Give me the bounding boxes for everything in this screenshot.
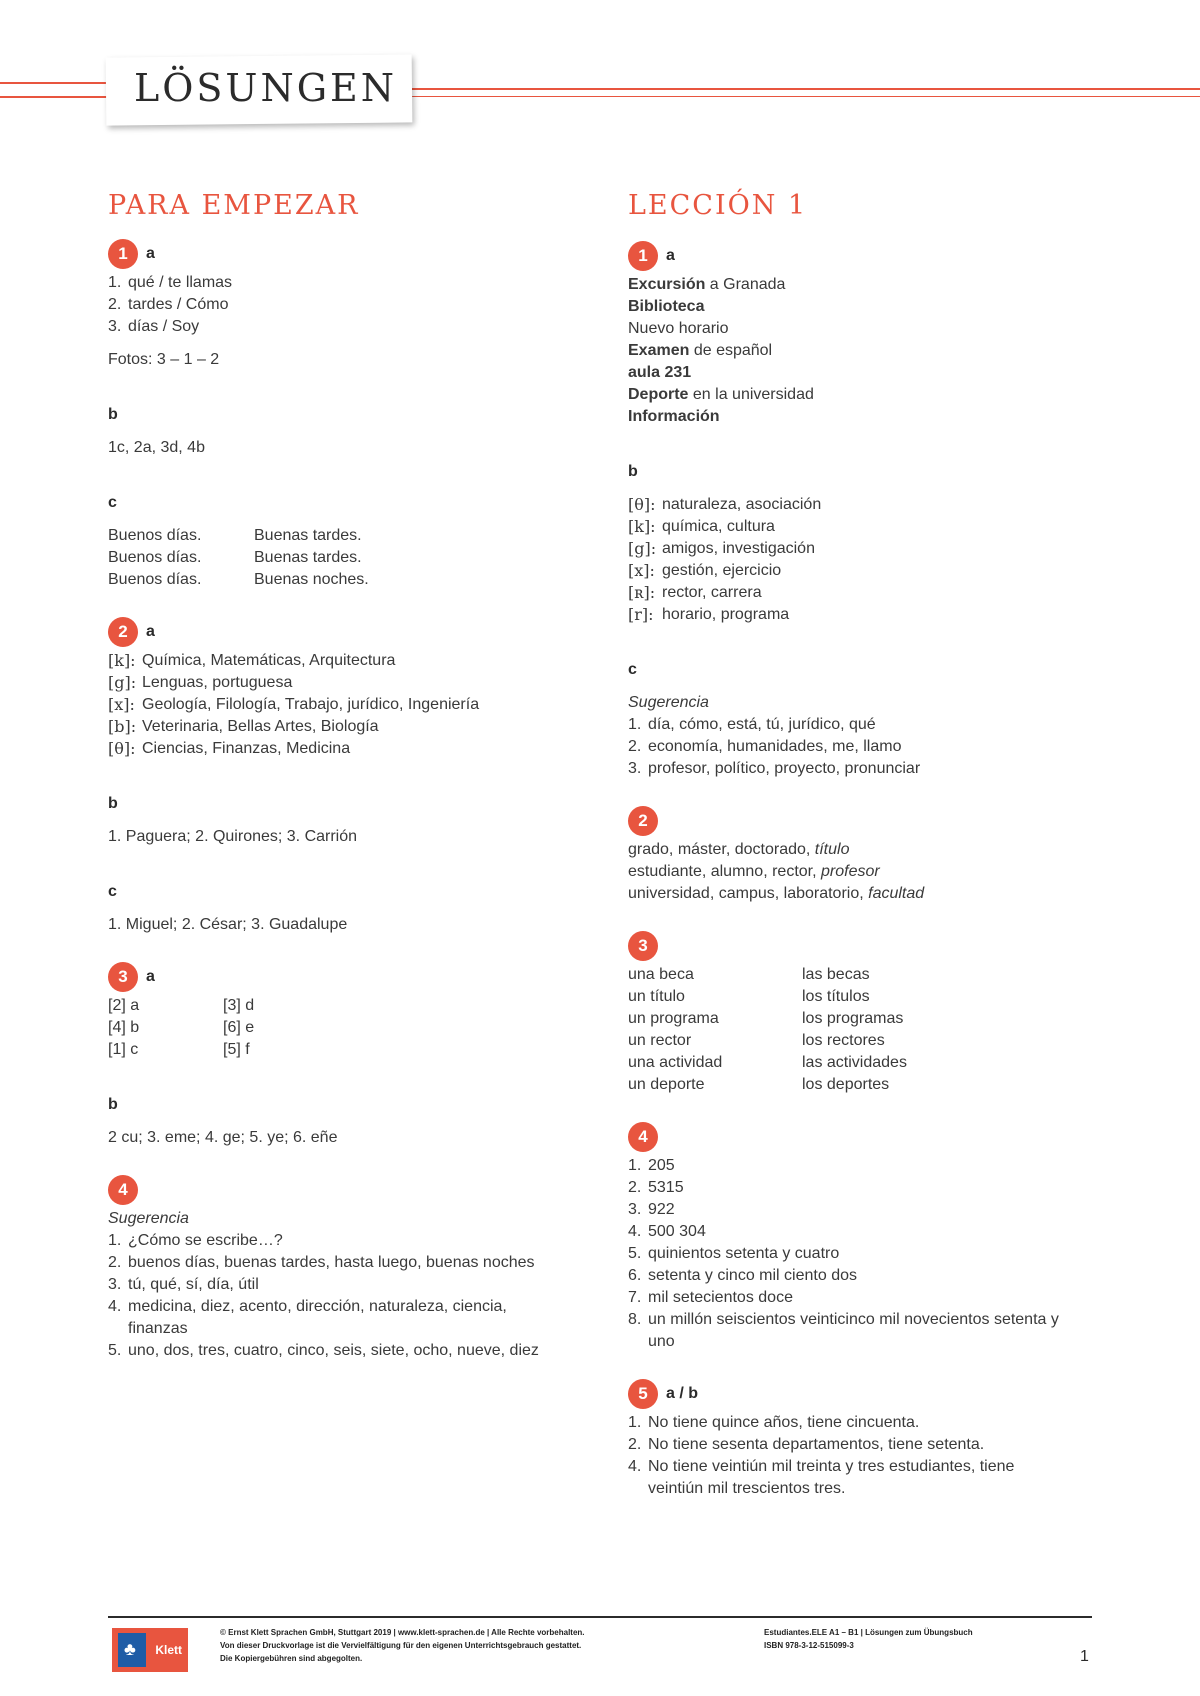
section-title-para-empezar: PARA EMPEZAR (108, 190, 360, 221)
list-item: 1. 205 (628, 1157, 675, 1174)
sub-label: a (666, 247, 675, 264)
list-item: 1. día, cómo, está, tú, jurídico, qué (628, 716, 876, 733)
list-item: 4. 500 304 (628, 1223, 706, 1240)
table-row: una actividad las actividades (628, 1054, 907, 1071)
list-item: [g]: Lenguas, portuguesa (108, 673, 293, 692)
exercise-number-badge: 1 (628, 241, 658, 271)
table-row: Buenos días. Buenas noches. (108, 571, 369, 588)
list-item: 7. mil setecientos doce (628, 1289, 793, 1306)
header-rule-right (410, 88, 1200, 90)
list-item: [k]: química, cultura (628, 517, 775, 536)
exercise-number-badge: 3 (628, 931, 658, 961)
sub-label: a (146, 968, 155, 985)
klett-logo-icon: ♣ (118, 1633, 146, 1667)
list-item: 1. qué / te llamas (108, 274, 233, 291)
list-item: 2. buenos días, buenas tardes, hasta luego, buenas noches (108, 1254, 535, 1271)
list-item: Excursión a Granada (628, 276, 786, 293)
header-rule-left (0, 82, 110, 84)
fotos-answer: Fotos: 3 – 1 – 2 (108, 351, 220, 368)
table-row: Buenos días. Buenas tardes. (108, 527, 362, 544)
list-item: Biblioteca (628, 298, 705, 315)
exercise-1-header (628, 240, 1098, 272)
right-column (628, 186, 1098, 1500)
exercise-2b-answer: 1. Paguera; 2. Quirones; 3. Carrión (108, 828, 358, 845)
klett-logo (112, 1628, 188, 1672)
header-rule-left-2 (0, 96, 110, 98)
left-column (108, 186, 578, 1362)
exercise-1b-list (628, 494, 1098, 626)
exercise-4-list (108, 1230, 578, 1362)
exercise-3-table (628, 964, 1098, 1096)
copyright-notice: © Ernst Klett Sprachen GmbH, Stuttgart 2019 | www.klett-sprachen.de | Alle Rechte vorbehalten. Von dieser Druckvorlage ist die Vervielfältigung für den eigenen Unterrichtsgebrauch gestattet. Die Kopiergebühren sind abgegolten. (220, 1628, 585, 1663)
list-item: 6. setenta y cinco mil ciento dos (628, 1267, 857, 1284)
list-item: grado, máster, doctorado, título (628, 841, 850, 858)
exercise-5-list (628, 1412, 1098, 1500)
list-item: 4. medicina, diez, acento, dirección, naturaleza, ciencia, finanzas (108, 1298, 507, 1337)
exercise-3b-answer: 2 cu; 3. eme; 4. ge; 5. ye; 6. eñe (108, 1129, 338, 1146)
sub-label: b (108, 795, 118, 812)
exercise-2a-list (108, 650, 578, 760)
sub-label: c (108, 883, 117, 900)
list-item: 2. economía, humanidades, me, llamo (628, 738, 902, 755)
exercise-number-badge: 4 (628, 1122, 658, 1152)
table-row: [4] b [6] e (108, 1019, 255, 1036)
list-item: 1. No tiene quince años, tiene cincuenta. (628, 1414, 920, 1431)
exercise-1a-list (628, 274, 1098, 428)
sub-label: a (146, 245, 155, 262)
list-item: 1. ¿Cómo se escribe…? (108, 1232, 283, 1249)
list-item: 5. quinientos setenta y cuatro (628, 1245, 840, 1262)
header-rule-right-2 (410, 96, 1200, 97)
list-item: Información (628, 408, 720, 425)
list-item: 3. días / Soy (108, 318, 200, 335)
sub-label: a (146, 623, 155, 640)
exercise-1b-answer: 1c, 2a, 3d, 4b (108, 439, 205, 456)
logo-text: Klett (155, 1643, 182, 1657)
list-item: universidad, campus, laboratorio, facultad (628, 885, 925, 902)
exercise-1a-list (108, 272, 578, 338)
list-item: [ʀ]: rector, carrera (628, 583, 762, 602)
list-item: 3. tú, qué, sí, día, útil (108, 1276, 259, 1293)
exercise-2-list (628, 839, 1098, 905)
sub-label: c (108, 494, 117, 511)
table-row: un deporte los deportes (628, 1076, 890, 1093)
footer-rule (108, 1616, 1092, 1618)
list-item: [x]: gestión, ejercicio (628, 561, 782, 580)
table-row: una beca las becas (628, 966, 870, 983)
exercise-2-header (628, 805, 1098, 837)
sub-label: b (628, 463, 638, 480)
exercise-2-header (108, 616, 578, 648)
list-item: Nuevo horario (628, 320, 729, 337)
table-row: [2] a [3] d (108, 997, 255, 1014)
list-item: 2. 5315 (628, 1179, 684, 1196)
exercise-5-header (628, 1378, 1098, 1410)
page-title: LÖSUNGEN (134, 66, 398, 110)
list-item: 2. tardes / Cómo (108, 296, 229, 313)
list-item: Deporte en la universidad (628, 386, 814, 403)
exercise-2c-answer: 1. Miguel; 2. César; 3. Guadalupe (108, 916, 348, 933)
list-item: [k]: Química, Matemáticas, Arquitectura (108, 651, 396, 670)
exercise-number-badge: 2 (108, 617, 138, 647)
list-item: [b]: Veterinaria, Bellas Artes, Biología (108, 717, 379, 736)
exercise-number-badge: 4 (108, 1175, 138, 1205)
page-number: 1 (1080, 1648, 1089, 1665)
sub-label: b (108, 406, 118, 423)
exercise-number-badge: 1 (108, 239, 138, 269)
list-item: Examen de español (628, 342, 773, 359)
exercise-1c-list (628, 714, 1098, 780)
list-item: [g]: amigos, investigación (628, 539, 815, 558)
book-info: Estudiantes.ELE A1 – B1 | Lösungen zum Übungsbuch ISBN 978-3-12-515099-3 (764, 1628, 973, 1650)
list-item: 3. 922 (628, 1201, 675, 1218)
section-title-leccion-1: LECCIÓN 1 (628, 190, 808, 221)
sub-label: b (108, 1096, 118, 1113)
exercise-3-header (108, 961, 578, 993)
exercise-number-badge: 3 (108, 962, 138, 992)
list-item: [θ]: naturaleza, asociación (628, 495, 822, 514)
list-item: 2. No tiene sesenta departamentos, tiene setenta. (628, 1436, 985, 1453)
list-item: [r]: horario, programa (628, 605, 790, 624)
exercise-number-badge: 5 (628, 1379, 658, 1409)
table-row: un título los títulos (628, 988, 870, 1005)
exercise-3a-table (108, 995, 578, 1061)
list-item: 3. profesor, político, proyecto, pronunciar (628, 760, 921, 777)
table-row: [1] c [5] f (108, 1041, 250, 1058)
sub-label: a / b (666, 1385, 699, 1402)
sugerencia-label: Sugerencia (628, 694, 709, 711)
table-row: un rector los rectores (628, 1032, 885, 1049)
list-item: estudiante, alumno, rector, profesor (628, 863, 880, 880)
exercise-4-header (108, 1174, 578, 1206)
table-row: Buenos días. Buenas tardes. (108, 549, 362, 566)
list-item: aula 231 (628, 364, 692, 381)
table-row: un programa los programas (628, 1010, 904, 1027)
exercise-1c-table (108, 525, 578, 591)
list-item: 4. No tiene veintiún mil treinta y tres estudiantes, tiene veintiún mil trescientos tres. (628, 1458, 1015, 1497)
exercise-number-badge: 2 (628, 806, 658, 836)
sugerencia-label: Sugerencia (108, 1210, 189, 1227)
list-item: [θ]: Ciencias, Finanzas, Medicina (108, 739, 351, 758)
exercise-1-header (108, 238, 578, 270)
exercise-4-header (628, 1121, 1098, 1153)
exercise-3-header (628, 930, 1098, 962)
exercise-4-list (628, 1155, 1098, 1353)
list-item: [x]: Geología, Filología, Trabajo, jurídico, Ingeniería (108, 695, 480, 714)
list-item: 5. uno, dos, tres, cuatro, cinco, seis, siete, ocho, nueve, diez (108, 1342, 539, 1359)
sub-label: c (628, 661, 637, 678)
list-item: 8. un millón seiscientos veinticinco mil novecientos setenta y uno (628, 1311, 1059, 1350)
